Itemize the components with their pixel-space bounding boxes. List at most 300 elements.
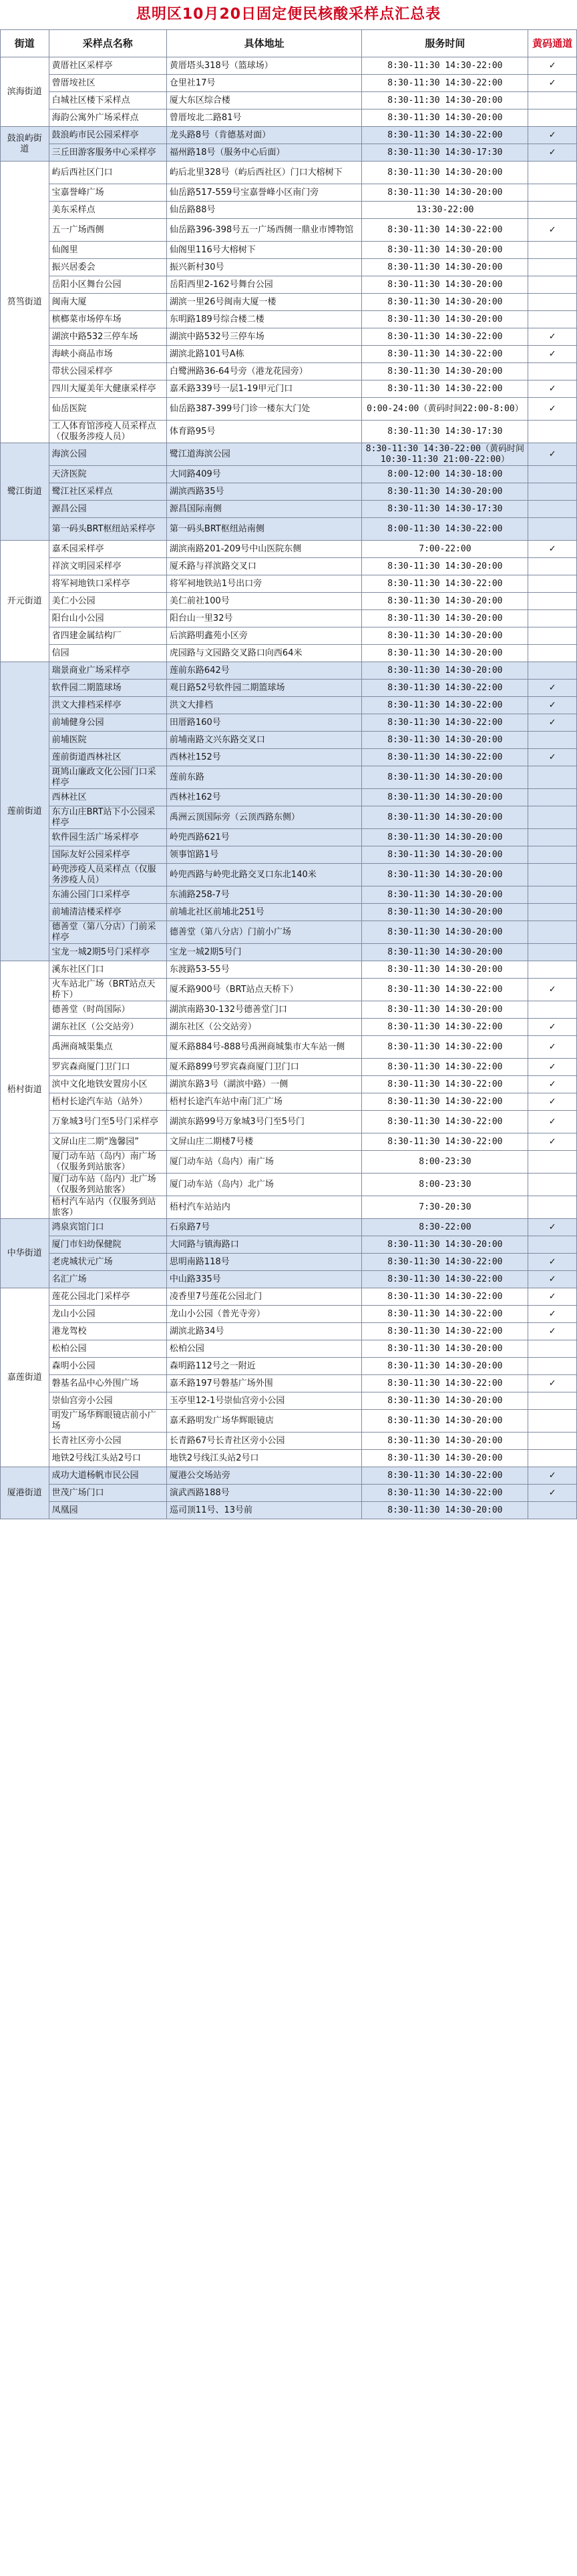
header-row bbox=[1, 30, 577, 57]
table-row bbox=[1, 1254, 577, 1271]
table-row bbox=[1, 680, 577, 697]
yellow-channel-cell bbox=[528, 162, 577, 184]
yellow-channel-cell: ✓ bbox=[528, 219, 577, 242]
site-cell: 岳阳小区舞台公园 bbox=[49, 276, 166, 294]
yellow-channel-cell bbox=[528, 1236, 577, 1254]
address-cell: 屿后北里328号（屿后西社区）门口大榕树下 bbox=[166, 162, 362, 184]
table-row bbox=[1, 1076, 577, 1093]
time-cell: 8:30-11:30 14:30-20:00 bbox=[362, 162, 528, 184]
address-cell: 美仁前社100号 bbox=[166, 593, 362, 610]
time-cell: 8:30-11:30 14:30-22:00 bbox=[362, 1133, 528, 1151]
time-cell: 8:30-11:30 14:30-20:00 bbox=[362, 921, 528, 944]
yellow-channel-cell bbox=[528, 202, 577, 219]
site-cell: 松柏公园 bbox=[49, 1340, 166, 1358]
yellow-channel-cell bbox=[528, 242, 577, 259]
time-cell: 8:30-11:30 14:30-22:00 bbox=[362, 575, 528, 593]
table-body bbox=[1, 57, 577, 1519]
yellow-channel-cell bbox=[528, 518, 577, 541]
address-cell: 前埔南路文兴东路交叉口 bbox=[166, 732, 362, 749]
time-cell: 8:30-11:30 14:30-22:00 bbox=[362, 380, 528, 398]
site-cell: 莲花公园北门采样亭 bbox=[49, 1288, 166, 1306]
yellow-channel-cell bbox=[528, 1450, 577, 1467]
table-row bbox=[1, 1410, 577, 1433]
yellow-channel-cell bbox=[528, 732, 577, 749]
header-district: 街道 bbox=[1, 30, 49, 57]
time-cell: 8:30-11:30 14:30-22:00 bbox=[362, 714, 528, 732]
yellow-channel-cell bbox=[528, 363, 577, 380]
yellow-channel-cell: ✓ bbox=[528, 443, 577, 466]
address-cell: 湖滨东路3号（湖滨中路）一侧 bbox=[166, 1076, 362, 1093]
site-cell: 长青社区旁小公园 bbox=[49, 1433, 166, 1450]
yellow-channel-cell bbox=[528, 1151, 577, 1174]
site-cell: 振兴居委会 bbox=[49, 259, 166, 276]
address-cell: 玉亭里12-1号崇仙宫旁小公园 bbox=[166, 1392, 362, 1410]
yellow-channel-cell bbox=[528, 1196, 577, 1219]
site-cell: 海峡小商品市场 bbox=[49, 346, 166, 363]
yellow-channel-cell bbox=[528, 662, 577, 680]
yellow-channel-cell bbox=[528, 789, 577, 806]
site-cell: 工人体育馆涉疫人员采样点（仅服务涉疫人员） bbox=[49, 421, 166, 443]
time-cell: 8:30-11:30 14:30-20:00 bbox=[362, 1450, 528, 1467]
time-cell: 8:30-11:30 14:30-22:00 bbox=[362, 1375, 528, 1392]
yellow-channel-cell: ✓ bbox=[528, 346, 577, 363]
address-cell: 鹭江道海滨公园 bbox=[166, 443, 362, 466]
time-cell: 8:30-11:30 14:30-20:00 bbox=[362, 558, 528, 575]
site-cell: 厦门动车站（岛内）南广场（仅服务到站旅客） bbox=[49, 1151, 166, 1174]
time-cell: 8:30-11:30 14:30-22:00 bbox=[362, 75, 528, 92]
yellow-channel-cell: ✓ bbox=[528, 697, 577, 714]
time-cell: 8:30-11:30 14:30-17:30 bbox=[362, 421, 528, 443]
address-cell: 大同路与镇海路口 bbox=[166, 1236, 362, 1254]
address-cell: 梧村长途汽车站中南门汇广场 bbox=[166, 1093, 362, 1111]
address-cell: 观日路52号软件园二期篮球场 bbox=[166, 680, 362, 697]
yellow-channel-cell bbox=[528, 921, 577, 944]
table-row bbox=[1, 1502, 577, 1519]
site-cell: 软件园二期篮球场 bbox=[49, 680, 166, 697]
yellow-channel-cell: ✓ bbox=[528, 75, 577, 92]
table-row bbox=[1, 57, 577, 75]
address-cell: 岳阳西里2-162号舞台公园 bbox=[166, 276, 362, 294]
yellow-channel-cell: ✓ bbox=[528, 1076, 577, 1093]
time-cell: 8:30-11:30 14:30-20:00 bbox=[362, 645, 528, 662]
site-cell: 闽南大厦 bbox=[49, 294, 166, 311]
yellow-channel-cell bbox=[528, 259, 577, 276]
address-cell: 后滨路明鑫苑小区旁 bbox=[166, 627, 362, 645]
yellow-channel-cell bbox=[528, 558, 577, 575]
table-row bbox=[1, 979, 577, 1001]
time-cell: 8:30-11:30 14:30-20:00 bbox=[362, 363, 528, 380]
yellow-channel-cell bbox=[528, 645, 577, 662]
table-row bbox=[1, 1174, 577, 1196]
site-cell: 美仁小公园 bbox=[49, 593, 166, 610]
time-cell: 8:00-23:30 bbox=[362, 1151, 528, 1174]
yellow-channel-cell bbox=[528, 1358, 577, 1375]
site-cell: 德善堂（第八分店）门前采样亭 bbox=[49, 921, 166, 944]
table-row bbox=[1, 242, 577, 259]
yellow-channel-cell: ✓ bbox=[528, 1111, 577, 1133]
address-cell: 仙岳路396-398号五一广场西侧一鼎业市博物馆 bbox=[166, 219, 362, 242]
address-cell: 禹洲云顶国际旁（云顶西路东侧） bbox=[166, 806, 362, 829]
district-cell: 滨海街道 bbox=[1, 57, 49, 127]
yellow-channel-cell: ✓ bbox=[528, 1219, 577, 1236]
address-cell: 梧村汽车站站内 bbox=[166, 1196, 362, 1219]
time-cell: 8:00-11:30 14:30-22:00 bbox=[362, 518, 528, 541]
table-row bbox=[1, 1323, 577, 1340]
address-cell: 体育路95号 bbox=[166, 421, 362, 443]
table-row bbox=[1, 886, 577, 904]
address-cell: 福州路18号（服务中心后面） bbox=[166, 144, 362, 162]
address-cell: 仙岳路517-559号宝嘉誉峰小区南门旁 bbox=[166, 184, 362, 202]
time-cell: 8:30-11:30 14:30-20:00 bbox=[362, 1433, 528, 1450]
site-cell: 成功大道杨帆市民公园 bbox=[49, 1467, 166, 1485]
table-row bbox=[1, 328, 577, 346]
site-cell: 鼓浪屿市民公园采样亭 bbox=[49, 127, 166, 144]
table-row bbox=[1, 501, 577, 518]
address-cell: 中山路335号 bbox=[166, 1271, 362, 1288]
site-cell: 莲前街道西林社区 bbox=[49, 749, 166, 766]
time-cell: 13:30-22:00 bbox=[362, 202, 528, 219]
time-cell: 8:00-12:00 14:30-18:00 bbox=[362, 466, 528, 483]
address-cell: 地铁2号线江头站2号口 bbox=[166, 1450, 362, 1467]
yellow-channel-cell: ✓ bbox=[528, 1375, 577, 1392]
yellow-channel-cell: ✓ bbox=[528, 1288, 577, 1306]
table-row bbox=[1, 92, 577, 109]
time-cell: 0:00-24:00（黄码时间22:00-8:00） bbox=[362, 398, 528, 421]
district-cell: 开元街道 bbox=[1, 541, 49, 662]
time-cell: 8:30-11:30 14:30-22:00 bbox=[362, 1019, 528, 1036]
address-cell: 厦大东区综合楼 bbox=[166, 92, 362, 109]
time-cell: 8:30-11:30 14:30-22:00 bbox=[362, 1306, 528, 1323]
yellow-channel-cell bbox=[528, 92, 577, 109]
time-cell: 8:30-11:30 14:30-20:00 bbox=[362, 1358, 528, 1375]
table-row bbox=[1, 363, 577, 380]
yellow-channel-cell bbox=[528, 864, 577, 886]
time-cell: 8:30-11:30 14:30-22:00 bbox=[362, 1288, 528, 1306]
header-yellow-label: 黄码通道 bbox=[532, 37, 573, 49]
site-cell: 斑鸠山廉政文化公园门口采样亭 bbox=[49, 766, 166, 789]
table-row bbox=[1, 1450, 577, 1467]
time-cell: 8:30-11:30 14:30-20:00 bbox=[362, 846, 528, 864]
district-cell: 莲前街道 bbox=[1, 662, 49, 961]
site-cell: 前埔医院 bbox=[49, 732, 166, 749]
address-cell: 湖东社区（公交站旁） bbox=[166, 1019, 362, 1036]
time-cell: 8:30-11:30 14:30-20:00 bbox=[362, 1236, 528, 1254]
site-cell: 第一码头BRT枢纽站采样亭 bbox=[49, 518, 166, 541]
time-cell: 8:30-11:30 14:30-22:00 bbox=[362, 1111, 528, 1133]
address-cell: 将军祠地铁站1号出口旁 bbox=[166, 575, 362, 593]
site-cell: 梧村长途汽车站（站外） bbox=[49, 1093, 166, 1111]
table-row bbox=[1, 1196, 577, 1219]
time-cell: 8:30-11:30 14:30-22:00 bbox=[362, 328, 528, 346]
site-cell: 软件园生活广场采样亭 bbox=[49, 829, 166, 846]
site-cell: 海韵公寓外广场采样点 bbox=[49, 109, 166, 127]
time-cell: 8:30-11:30 14:30-20:00 bbox=[362, 806, 528, 829]
table-row bbox=[1, 184, 577, 202]
address-cell: 西林社152号 bbox=[166, 749, 362, 766]
yellow-channel-cell: ✓ bbox=[528, 328, 577, 346]
table-row bbox=[1, 789, 577, 806]
table-row bbox=[1, 575, 577, 593]
time-cell: 8:30-11:30 14:30-17:30 bbox=[362, 144, 528, 162]
time-cell: 8:30-22:00 bbox=[362, 1219, 528, 1236]
table-row bbox=[1, 1306, 577, 1323]
address-cell: 源昌国际南侧 bbox=[166, 501, 362, 518]
address-cell: 东浦路258-7号 bbox=[166, 886, 362, 904]
time-cell: 8:30-11:30 14:30-22:00 bbox=[362, 1076, 528, 1093]
site-cell: 岭兜涉疫人员采样点（仅服务涉疫人员） bbox=[49, 864, 166, 886]
table-row bbox=[1, 162, 577, 184]
time-cell: 8:30-11:30 14:30-22:00 bbox=[362, 1271, 528, 1288]
district-cell: 鹭江街道 bbox=[1, 443, 49, 541]
time-cell: 8:30-11:30 14:30-20:00 bbox=[362, 593, 528, 610]
site-cell: 万象城3号门至5号门采样亭 bbox=[49, 1111, 166, 1133]
table-row bbox=[1, 1340, 577, 1358]
time-cell: 8:30-11:30 14:30-20:00 bbox=[362, 1502, 528, 1519]
table-row bbox=[1, 1288, 577, 1306]
table-row bbox=[1, 1467, 577, 1485]
yellow-channel-cell bbox=[528, 610, 577, 627]
header-yellow-channel bbox=[528, 30, 577, 57]
site-cell: 文屏山庄二期“逸馨园” bbox=[49, 1133, 166, 1151]
table-row bbox=[1, 1271, 577, 1288]
table-row bbox=[1, 627, 577, 645]
site-cell: 溪东社区门口 bbox=[49, 961, 166, 979]
site-cell: 滨中文化地铁安置房小区 bbox=[49, 1076, 166, 1093]
time-cell: 8:30-11:30 14:30-20:00 bbox=[362, 242, 528, 259]
table-row bbox=[1, 466, 577, 483]
site-cell: 省四建金属结构厂 bbox=[49, 627, 166, 645]
address-cell: 石泉路7号 bbox=[166, 1219, 362, 1236]
site-cell: 宝龙一城2期5号门采样亭 bbox=[49, 944, 166, 961]
yellow-channel-cell bbox=[528, 483, 577, 501]
address-cell: 白鹭洲路36-64号旁（港龙花园旁） bbox=[166, 363, 362, 380]
address-cell: 振兴新村30号 bbox=[166, 259, 362, 276]
yellow-channel-cell: ✓ bbox=[528, 680, 577, 697]
time-cell: 8:30-11:30 14:30-22:00 bbox=[362, 219, 528, 242]
time-cell: 8:30-11:30 14:30-20:00 bbox=[362, 276, 528, 294]
yellow-channel-cell bbox=[528, 184, 577, 202]
yellow-channel-cell bbox=[528, 944, 577, 961]
table-row bbox=[1, 864, 577, 886]
site-cell: 屿后西社区门口 bbox=[49, 162, 166, 184]
address-cell: 巡司顶11号、13号前 bbox=[166, 1502, 362, 1519]
address-cell: 龙头路8号（肯德基对面） bbox=[166, 127, 362, 144]
address-cell: 嘉禾路明发广场华辉眼镜店 bbox=[166, 1410, 362, 1433]
address-cell: 虎园路与文园路交叉路口向西64米 bbox=[166, 645, 362, 662]
site-cell: 火车站北广场（BRT站点天桥下） bbox=[49, 979, 166, 1001]
site-cell: 西林社区 bbox=[49, 789, 166, 806]
time-cell: 7:00-22:00 bbox=[362, 541, 528, 558]
time-cell: 8:30-11:30 14:30-22:00 bbox=[362, 1059, 528, 1076]
time-cell: 8:30-11:30 14:30-20:00 bbox=[362, 662, 528, 680]
table-row bbox=[1, 645, 577, 662]
site-cell: 鸿泉宾馆门口 bbox=[49, 1219, 166, 1236]
address-cell: 嘉禾路339号一层1-19甲元门口 bbox=[166, 380, 362, 398]
district-cell: 筼筜街道 bbox=[1, 162, 49, 443]
yellow-channel-cell: ✓ bbox=[528, 1133, 577, 1151]
table-row bbox=[1, 75, 577, 92]
address-cell: 西林社162号 bbox=[166, 789, 362, 806]
time-cell: 8:30-11:30 14:30-22:00 bbox=[362, 1467, 528, 1485]
yellow-channel-cell bbox=[528, 466, 577, 483]
table-row bbox=[1, 518, 577, 541]
time-cell: 8:30-11:30 14:30-20:00 bbox=[362, 259, 528, 276]
district-cell: 中华街道 bbox=[1, 1219, 49, 1288]
time-cell: 8:00-23:30 bbox=[362, 1174, 528, 1196]
site-cell: 禹洲商城渠集点 bbox=[49, 1036, 166, 1059]
yellow-channel-cell: ✓ bbox=[528, 127, 577, 144]
yellow-channel-cell: ✓ bbox=[528, 1271, 577, 1288]
time-cell: 8:30-11:30 14:30-22:00 bbox=[362, 749, 528, 766]
address-cell: 嘉禾路197号磐基广场外围 bbox=[166, 1375, 362, 1392]
table-row bbox=[1, 921, 577, 944]
address-cell: 湖滨北路34号 bbox=[166, 1323, 362, 1340]
yellow-channel-cell: ✓ bbox=[528, 398, 577, 421]
time-cell: 8:30-11:30 14:30-22:00 bbox=[362, 1323, 528, 1340]
time-cell: 8:30-11:30 14:30-20:00 bbox=[362, 1392, 528, 1410]
page-title: 思明区10月20日固定便民核酸采样点汇总表 bbox=[136, 6, 441, 23]
time-cell: 8:30-11:30 14:30-17:30 bbox=[362, 501, 528, 518]
address-cell: 仓里社17号 bbox=[166, 75, 362, 92]
yellow-channel-cell bbox=[528, 1392, 577, 1410]
site-cell: 凤凰园 bbox=[49, 1502, 166, 1519]
address-cell: 黄厝塔头318号（篮球场） bbox=[166, 57, 362, 75]
yellow-channel-cell bbox=[528, 1001, 577, 1019]
table-row bbox=[1, 766, 577, 789]
header-time: 服务时间 bbox=[362, 30, 528, 57]
time-cell: 8:30-11:30 14:30-20:00 bbox=[362, 1410, 528, 1433]
yellow-channel-cell bbox=[528, 276, 577, 294]
site-cell: 宝嘉誉峰广场 bbox=[49, 184, 166, 202]
address-cell: 仙阁里116号大榕树下 bbox=[166, 242, 362, 259]
time-cell: 8:30-11:30 14:30-20:00 bbox=[362, 732, 528, 749]
table-row bbox=[1, 829, 577, 846]
time-cell: 8:30-11:30 14:30-22:00 bbox=[362, 1093, 528, 1111]
yellow-channel-cell bbox=[528, 593, 577, 610]
time-cell: 8:30-11:30 14:30-20:00 bbox=[362, 1340, 528, 1358]
time-cell: 8:30-11:30 14:30-20:00 bbox=[362, 483, 528, 501]
table-row bbox=[1, 714, 577, 732]
table-row bbox=[1, 558, 577, 575]
address-cell: 仙岳路387-399号门诊一楼东大门处 bbox=[166, 398, 362, 421]
yellow-channel-cell bbox=[528, 1502, 577, 1519]
yellow-channel-cell bbox=[528, 1340, 577, 1358]
site-cell: 磐基名品中心外围广场 bbox=[49, 1375, 166, 1392]
table-row bbox=[1, 1151, 577, 1174]
yellow-channel-cell bbox=[528, 886, 577, 904]
table-row bbox=[1, 846, 577, 864]
address-cell: 长青路67号长青社区旁小公园 bbox=[166, 1433, 362, 1450]
site-cell: 祥滨文明园采样亭 bbox=[49, 558, 166, 575]
time-cell: 8:30-11:30 14:30-20:00 bbox=[362, 610, 528, 627]
site-cell: 湖东社区（公交站旁） bbox=[49, 1019, 166, 1036]
site-cell: 仙岳医院 bbox=[49, 398, 166, 421]
yellow-channel-cell bbox=[528, 904, 577, 921]
site-cell: 信园 bbox=[49, 645, 166, 662]
site-cell: 洪文大排档采样亭 bbox=[49, 697, 166, 714]
address-cell: 东渡路53-55号 bbox=[166, 961, 362, 979]
table-row bbox=[1, 311, 577, 328]
yellow-channel-cell: ✓ bbox=[528, 1059, 577, 1076]
address-cell: 湖滨北路101号A栋 bbox=[166, 346, 362, 363]
yellow-channel-cell bbox=[528, 766, 577, 789]
yellow-channel-cell bbox=[528, 1174, 577, 1196]
address-cell: 莲前东路 bbox=[166, 766, 362, 789]
table-row bbox=[1, 1036, 577, 1059]
time-cell: 8:30-11:30 14:30-20:00 bbox=[362, 294, 528, 311]
table-row bbox=[1, 1236, 577, 1254]
yellow-channel-cell: ✓ bbox=[528, 541, 577, 558]
site-cell: 将军祠地铁口采样亭 bbox=[49, 575, 166, 593]
header-site: 采样点名称 bbox=[49, 30, 166, 57]
address-cell: 曾厝垵北二路81号 bbox=[166, 109, 362, 127]
table-row bbox=[1, 127, 577, 144]
table-row bbox=[1, 732, 577, 749]
table-row bbox=[1, 1485, 577, 1502]
address-cell: 厦禾路900号（BRT站点天桥下） bbox=[166, 979, 362, 1001]
site-cell: 老虎城状元广场 bbox=[49, 1254, 166, 1271]
address-cell: 湖滨西路35号 bbox=[166, 483, 362, 501]
address-cell: 湖滨一里26号闽南大厦一楼 bbox=[166, 294, 362, 311]
address-cell: 龙山小公园（普光寺旁） bbox=[166, 1306, 362, 1323]
yellow-channel-cell bbox=[528, 829, 577, 846]
table-row bbox=[1, 421, 577, 443]
table-row bbox=[1, 443, 577, 466]
address-cell: 领事馆路1号 bbox=[166, 846, 362, 864]
time-cell: 8:30-11:30 14:30-20:00 bbox=[362, 789, 528, 806]
site-cell: 崇仙宫旁小公园 bbox=[49, 1392, 166, 1410]
time-cell: 8:30-11:30 14:30-20:00 bbox=[362, 766, 528, 789]
table-row bbox=[1, 610, 577, 627]
time-cell: 8:30-11:30 14:30-22:00 bbox=[362, 346, 528, 363]
address-cell: 演武西路188号 bbox=[166, 1485, 362, 1502]
district-cell: 鼓浪屿街道 bbox=[1, 127, 49, 162]
address-cell: 岭兜西路与岭兜北路交叉口东北140米 bbox=[166, 864, 362, 886]
district-cell: 嘉莲街道 bbox=[1, 1288, 49, 1467]
time-cell: 8:30-11:30 14:30-20:00 bbox=[362, 864, 528, 886]
site-cell: 国际友好公园采样亭 bbox=[49, 846, 166, 864]
time-cell: 8:30-11:30 14:30-20:00 bbox=[362, 886, 528, 904]
sampling-sites-table bbox=[0, 29, 577, 1519]
site-cell: 鹭江社区采样点 bbox=[49, 483, 166, 501]
site-cell: 东方山庄BRT站下小公园采样亭 bbox=[49, 806, 166, 829]
yellow-channel-cell: ✓ bbox=[528, 144, 577, 162]
time-cell: 8:30-11:30 14:30-20:00 bbox=[362, 1001, 528, 1019]
address-cell: 文屏山庄二期楼7号楼 bbox=[166, 1133, 362, 1151]
table-row bbox=[1, 276, 577, 294]
table-row bbox=[1, 961, 577, 979]
table-row bbox=[1, 662, 577, 680]
yellow-channel-cell: ✓ bbox=[528, 1485, 577, 1502]
table-row bbox=[1, 1133, 577, 1151]
address-cell: 厦禾路899号罗宾森商厦门卫门口 bbox=[166, 1059, 362, 1076]
district-cell: 厦港街道 bbox=[1, 1467, 49, 1519]
site-cell: 港龙驾校 bbox=[49, 1323, 166, 1340]
site-cell: 黄厝社区采样亭 bbox=[49, 57, 166, 75]
yellow-channel-cell bbox=[528, 109, 577, 127]
site-cell: 仙阁里 bbox=[49, 242, 166, 259]
address-cell: 厦禾路884号-888号禹洲商城集市大车站一侧 bbox=[166, 1036, 362, 1059]
yellow-channel-cell: ✓ bbox=[528, 380, 577, 398]
address-cell: 阳台山一里32号 bbox=[166, 610, 362, 627]
address-cell: 田厝路160号 bbox=[166, 714, 362, 732]
site-cell: 前埔健身公园 bbox=[49, 714, 166, 732]
site-cell: 厦门动车站（岛内）北广场（仅服务到站旅客） bbox=[49, 1174, 166, 1196]
time-cell: 8:30-11:30 14:30-22:00 bbox=[362, 680, 528, 697]
table-row bbox=[1, 259, 577, 276]
table-row bbox=[1, 697, 577, 714]
site-cell: 美东采样点 bbox=[49, 202, 166, 219]
